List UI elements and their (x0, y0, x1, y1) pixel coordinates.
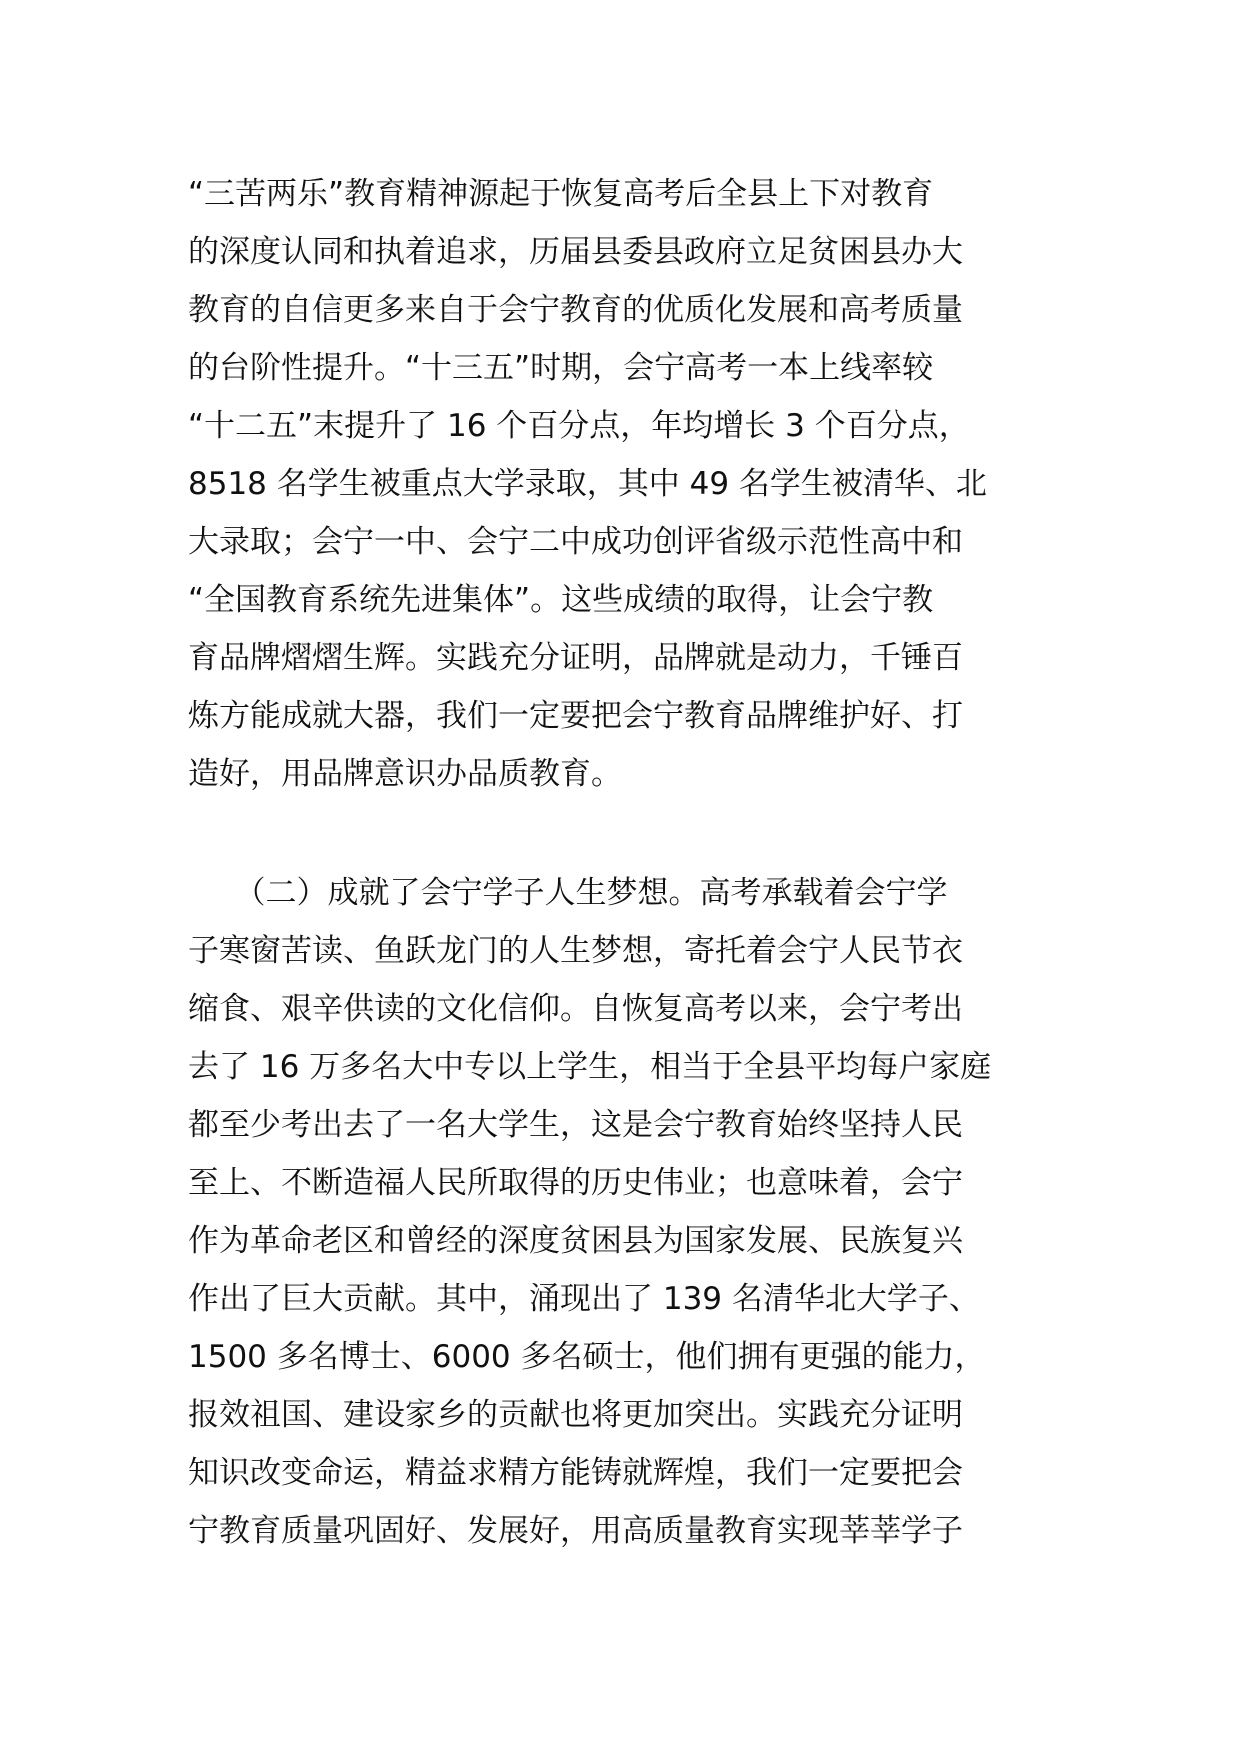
text-line: 都至少考出去了一名大学生，这是会宁教育始终坚持人民 (188, 1107, 963, 1143)
text-line: 的深度认同和执着追求，历届县委县政府立足贫困县办大 (188, 234, 963, 270)
text-line: 教育的自信更多来自于会宁教育的优质化发展和高考质量 (188, 292, 963, 328)
text-line: “十二五”末提升了 16 个百分点，年均增长 3 个百分点， (188, 408, 970, 444)
text-line: “三苦两乐”教育精神源起于恢复高考后全县上下对教育 (188, 176, 934, 212)
text-line: 宁教育质量巩固好、发展好，用高质量教育实现莘莘学子 (188, 1513, 963, 1549)
text-line: （二）成就了会宁学子人生梦想。高考承载着会宁学 (188, 875, 948, 911)
paragraph-brand (188, 165, 1068, 803)
text-line: 知识改变命运，精益求精方能铸就辉煌，我们一定要把会 (188, 1455, 963, 1491)
text-line: 缩食、艰辛供读的文化信仰。自恢复高考以来，会宁考出 (188, 991, 963, 1027)
text-line: 报效祖国、建设家乡的贡献也将更加突出。实践充分证明 (188, 1397, 963, 1433)
text-line: 作出了巨大贡献。其中，涌现出了 139 名清华北大学子、 (188, 1281, 980, 1317)
text-line: 子寒窗苦读、鱼跃龙门的人生梦想，寄托着会宁人民节衣 (188, 933, 963, 969)
text-line: 育品牌熠熠生辉。实践充分证明，品牌就是动力，千锤百 (188, 640, 963, 676)
text-line: 大录取；会宁一中、会宁二中成功创评省级示范性高中和 (188, 524, 963, 560)
paragraph-dreams (188, 864, 1068, 1560)
text-line: 作为革命老区和曾经的深度贫困县为国家发展、民族复兴 (188, 1223, 963, 1259)
text-line: 炼方能成就大器，我们一定要把会宁教育品牌维护好、打 (188, 698, 963, 734)
text-line: 至上、不断造福人民所取得的历史伟业；也意味着，会宁 (188, 1165, 963, 1201)
text-line: 8518 名学生被重点大学录取，其中 49 名学生被清华、北 (188, 466, 987, 502)
text-line: 造好，用品牌意识办品质教育。 (188, 756, 622, 792)
text-line: “全国教育系统先进集体”。这些成绩的取得，让会宁教 (188, 582, 934, 618)
text-line: 的台阶性提升。“十三五”时期，会宁高考一本上线率较 (188, 350, 934, 386)
text-line: 去了 16 万多名大中专以上学生，相当于全县平均每户家庭 (188, 1049, 992, 1085)
text-line: 1500 多名博士、6000 多名硕士，他们拥有更强的能力， (188, 1339, 986, 1375)
